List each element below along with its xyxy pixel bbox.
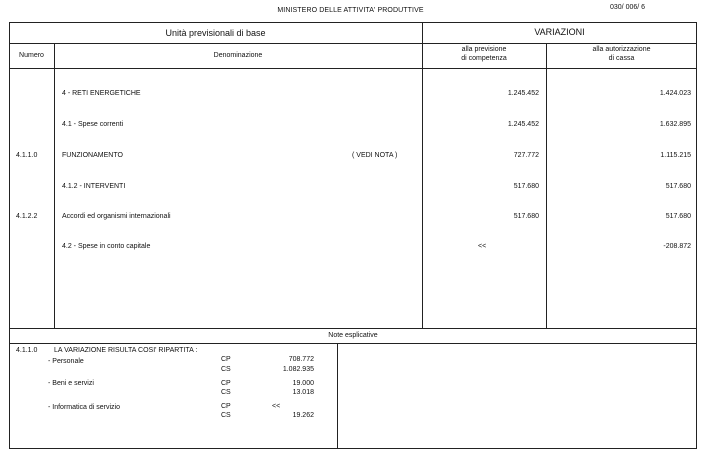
- table-row-cassa: 1.115.215: [660, 152, 691, 159]
- note-item-label: - Informatica di servizio: [48, 404, 120, 411]
- table-row-denominazione: Accordi ed organismi internazionali: [62, 213, 171, 220]
- table-row-cassa: 517.680: [665, 183, 691, 190]
- column-header-autorizzazione-line2: di cassa: [608, 55, 635, 62]
- note-item-cs-value: 13.018: [292, 389, 314, 396]
- table-row-cassa: -208.872: [663, 243, 691, 250]
- note-item-cs-label: CS: [221, 366, 231, 373]
- notes-heading: LA VARIAZIONE RISULTA COSI' RIPARTITA :: [54, 347, 198, 354]
- table-row-competenza: 517.680: [513, 213, 539, 220]
- notes-top-divider: [9, 328, 697, 329]
- note-item-label: - Personale: [48, 358, 84, 365]
- numero-column-divider: [54, 43, 55, 328]
- table-row-cassa: 1.424.023: [659, 90, 691, 97]
- note-item-label: - Beni e servizi: [48, 380, 94, 387]
- table-row-competenza: <<: [478, 243, 487, 250]
- table-row-denominazione: 4.1.2 - INTERVENTI: [62, 183, 126, 190]
- table-row-cassa: 517.680: [665, 213, 691, 220]
- note-item-cs-label: CS: [221, 389, 231, 396]
- note-item-cs-value: 19.262: [292, 412, 314, 419]
- table-row-numero: 4.1.2.2: [16, 213, 38, 220]
- column-header-autorizzazione-line1: alla autorizzazione: [592, 46, 651, 53]
- table-row-numero: 4.1.1.0: [16, 152, 38, 159]
- note-item-cp-label: CP: [221, 356, 231, 363]
- ministry-title: MINISTERO DELLE ATTIVITA' PRODUTTIVE: [277, 7, 424, 14]
- note-item-cp-value: 708.772: [288, 356, 314, 363]
- notes-divider: [337, 343, 338, 449]
- table-row-denominazione: 4 - RETI ENERGETICHE: [62, 90, 141, 97]
- page-code: 030/ 006/ 6: [610, 4, 646, 11]
- group-header-variazioni: VARIAZIONI: [534, 27, 585, 37]
- note-item-cp-label: CP: [221, 403, 231, 410]
- group-header-unita: Unità previsionali di base: [165, 28, 266, 38]
- column-header-previsione-line1: alla previsione: [461, 46, 507, 53]
- table-row-denominazione: 4.1 - Spese correnti: [62, 121, 124, 128]
- table-row-competenza: 1.245.452: [507, 90, 539, 97]
- column-header-divider: [9, 68, 697, 69]
- note-item-cp-label: CP: [221, 380, 231, 387]
- note-item-cp-value: 19.000: [292, 380, 314, 387]
- note-item-cs-label: CS: [221, 412, 231, 419]
- notes-title-divider: [9, 343, 697, 344]
- table-row-denominazione: FUNZIONAMENTO: [62, 152, 123, 159]
- column-header-numero: Numero: [19, 52, 44, 59]
- note-item-cs-value: 1.082.935: [282, 366, 314, 373]
- notes-title: Note esplicative: [328, 332, 378, 339]
- table-row-competenza: 1.245.452: [507, 121, 539, 128]
- table-row-competenza: 517.680: [513, 183, 539, 190]
- table-row-denominazione: 4.2 - Spese in conto capitale: [62, 243, 151, 250]
- header-divider: [9, 43, 697, 44]
- note-item-cp-value: <<: [272, 403, 281, 410]
- column-header-previsione-line2: di competenza: [461, 55, 507, 62]
- table-row-competenza: 727.772: [513, 152, 539, 159]
- table-row-cassa: 1.632.895: [659, 121, 691, 128]
- vedi-nota-label: ( VEDI NOTA ): [352, 152, 398, 159]
- document-frame: [9, 22, 697, 449]
- notes-code: 4.1.1.0: [16, 347, 38, 354]
- column-header-denominazione: Denominazione: [213, 52, 263, 59]
- variazioni-divider: [422, 22, 423, 328]
